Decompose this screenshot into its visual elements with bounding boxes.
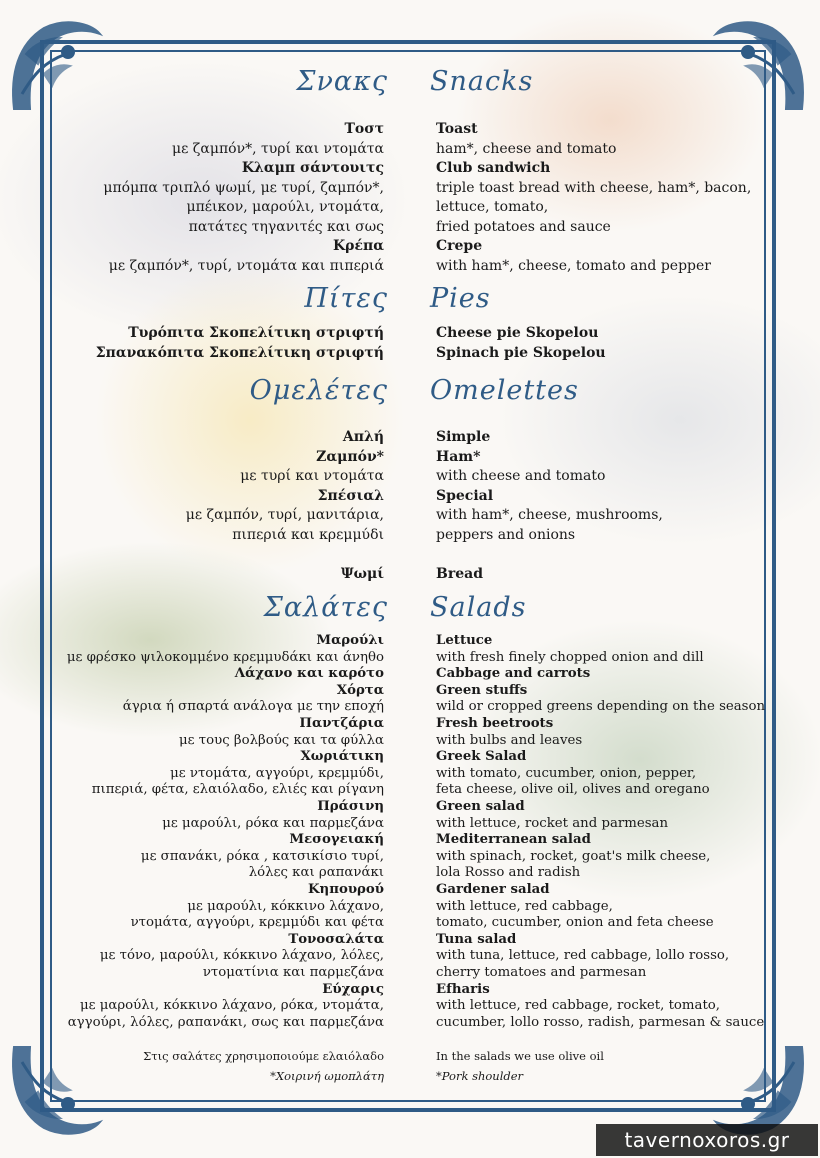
section-title-pies-en: Pies xyxy=(430,283,491,314)
menu-item-name: Simple xyxy=(436,429,491,445)
menu-item-description: ντομάτα, αγγούρι, κρεμμύδι και φέτα xyxy=(130,915,384,931)
menu-item-name: Mediterranean salad xyxy=(436,832,591,848)
olive-oil-note-en: In the salads we use olive oil xyxy=(436,1049,604,1063)
menu-item-description: cherry tomatoes and parmesan xyxy=(436,965,647,980)
menu-item-description: with lettuce, red cabbage, rocket, tomato, xyxy=(436,998,721,1014)
menu-item-description: με ζαμπόν*, τυρί και ντομάτα xyxy=(172,140,384,157)
menu-item-description: triple toast bread with cheese, ham*, bacon, xyxy=(436,179,752,196)
menu-item-description: ham*, cheese and tomato xyxy=(436,140,617,157)
menu-item-description: πατάτες τηγανιτές και σως xyxy=(188,218,384,235)
menu-item-name: Green stuffs xyxy=(436,682,528,698)
menu-item-description: αγγούρι, λόλες, ραπανάκι, σως και παρμεζάνα xyxy=(67,1014,384,1030)
menu-item-name: Μεσογειακή xyxy=(289,832,384,848)
menu-item-name: Special xyxy=(436,487,494,504)
menu-item-name: Κρέπα xyxy=(332,238,384,254)
menu-item-description: fried potatoes and sauce xyxy=(436,218,611,235)
menu-item-description: with tomato, cucumber, onion, pepper, xyxy=(436,765,697,781)
menu-item-description: με σπανάκι, ρόκα , κατσικίσιο τυρί, xyxy=(140,848,384,864)
menu-item-name: Κηπουρού xyxy=(308,882,384,897)
menu-item-name: Greek Salad xyxy=(436,749,527,765)
menu-item-description: with cheese and tomato xyxy=(436,468,606,484)
menu-item-name: Green salad xyxy=(436,799,525,814)
menu-item-description: lettuce, tomato, xyxy=(436,199,549,215)
menu-item-name: Μαρούλι xyxy=(316,633,384,648)
menu-item-description: με μαρούλι, ρόκα και παρμεζάνα xyxy=(162,815,384,831)
menu-item-description: με ντομάτα, αγγούρι, κρεμμύδι, xyxy=(170,765,384,781)
menu-item-description: lola Rosso and radish xyxy=(436,865,581,881)
corner-ornament-icon xyxy=(712,14,812,114)
section-title-omelettes-en: Omelettes xyxy=(430,375,579,406)
menu-item-description: με τόνο, μαρούλι, κόκκινο λάχανο, λόλες, xyxy=(99,948,384,964)
menu-item-name: Bread xyxy=(436,565,483,582)
menu-item-description: με φρέσκο ψιλοκομμένο κρεμμυδάκι και άνηθο xyxy=(66,649,384,665)
menu-item-description: άγρια ή σπαρτά ανάλογα με την εποχή xyxy=(122,699,384,715)
menu-item-name: Τοστ xyxy=(344,121,384,137)
menu-item-name: Cheese pie Skopelou xyxy=(436,325,599,341)
menu-item-description: με ζαμπόν, τυρί, μανιτάρια, xyxy=(185,507,384,523)
menu-item-name: Απλή xyxy=(342,429,384,445)
menu-item-description: με μαρούλι, κόκκινο λάχανο, xyxy=(187,898,384,914)
menu-item-description: with lettuce, red cabbage, xyxy=(436,898,613,914)
menu-item-name: Tuna salad xyxy=(436,931,517,947)
menu-item-name: Εύχαρις xyxy=(322,981,384,997)
menu-item-description: πιπεριά και κρεμμύδι xyxy=(232,526,384,543)
menu-item-name: Efharis xyxy=(436,981,490,997)
menu-item-description: ντοματίνια και παρμεζάνα xyxy=(202,965,384,980)
section-title-salads-en: Salads xyxy=(430,592,527,623)
menu-item-description: με τους βολβούς και τα φύλλα xyxy=(179,732,384,748)
menu-item-name: Fresh beetroots xyxy=(436,716,554,731)
watermark: tavernoxoros.gr xyxy=(596,1124,818,1156)
menu-item-description: with bulbs and leaves xyxy=(436,732,583,748)
menu-item-name: Gardener salad xyxy=(436,882,550,897)
corner-ornament-icon xyxy=(4,14,104,114)
menu-item-name: Crepe xyxy=(436,238,483,254)
menu-item-description: wild or cropped greens depending on the season xyxy=(436,699,766,715)
menu-item-description: με τυρί και ντομάτα xyxy=(240,468,384,484)
inner-frame xyxy=(50,50,766,1102)
menu-item-description: with fresh finely chopped onion and dill xyxy=(436,649,704,665)
menu-item-description: tomato, cucumber, onion and feta cheese xyxy=(436,915,714,931)
menu-item-name: Σπανακόπιτα Σκοπελίτικη στριφτή xyxy=(95,344,384,361)
menu-item-name: Ζαμπόν* xyxy=(316,448,384,465)
menu-item-description: peppers and onions xyxy=(436,526,576,543)
menu-item-name: Τυρόπιτα Σκοπελίτικη στριφτή xyxy=(128,325,384,341)
menu-item-description: με μαρούλι, κόκκινο λάχανο, ρόκα, ντομάτα, xyxy=(79,998,384,1014)
menu-item-description: with tuna, lettuce, red cabbage, lollo rosso, xyxy=(436,948,730,964)
menu-item-name: Cabbage and carrots xyxy=(436,666,591,682)
section-title-snacks-en: Snacks xyxy=(430,66,534,97)
menu-item-name: Λάχανο και καρότο xyxy=(234,666,384,682)
menu-item-name: Club sandwich xyxy=(436,160,551,176)
menu-item-name: Ψωμί xyxy=(340,565,384,582)
menu-item-description: μπόμπα τριπλό ψωμί, με τυρί, ζαμπόν*, xyxy=(103,179,384,196)
menu-item-description: λόλες και ραπανάκι xyxy=(248,865,384,881)
menu-item-name: Τονοσαλάτα xyxy=(288,931,384,947)
pork-note-gr: *Χοιρινή ωμοπλάτη xyxy=(270,1069,384,1083)
menu-item-name: Πράσινη xyxy=(317,799,384,814)
section-title-omelettes-gr: Ομελέτες xyxy=(249,375,388,406)
menu-item-description: feta cheese, olive oil, olives and oregano xyxy=(436,782,710,798)
menu-item-description: with ham*, cheese, mushrooms, xyxy=(436,507,663,523)
section-title-pies-gr: Πίτες xyxy=(304,283,388,314)
menu-item-name: Κλαμπ σάντουιτς xyxy=(241,160,384,176)
menu-item-description: with spinach, rocket, goat's milk cheese, xyxy=(436,848,711,864)
menu-item-description: πιπεριά, φέτα, ελαιόλαδο, ελιές και ρίγανη xyxy=(91,782,384,798)
corner-ornament-icon xyxy=(4,1042,104,1142)
menu-item-description: with lettuce, rocket and parmesan xyxy=(436,815,669,831)
pork-note-en: *Pork shoulder xyxy=(436,1069,524,1083)
menu-item-name: Παντζάρια xyxy=(299,716,384,731)
menu-item-name: Toast xyxy=(436,121,478,137)
section-title-salads-gr: Σαλάτες xyxy=(263,592,388,623)
menu-item-name: Spinach pie Skopelou xyxy=(436,344,606,361)
menu-item-name: Lettuce xyxy=(436,633,493,648)
menu-item-description: μπέικον, μαρούλι, ντομάτα, xyxy=(186,199,384,215)
menu-item-name: Χόρτα xyxy=(336,682,384,698)
menu-item-name: Σπέσιαλ xyxy=(317,487,384,504)
olive-oil-note-gr: Στις σαλάτες χρησιμοποιούμε ελαιόλαδο xyxy=(143,1049,384,1063)
menu-item-name: Ham* xyxy=(436,448,481,465)
section-title-snacks-gr: Σνακς xyxy=(296,66,388,97)
menu-item-name: Χωριάτικη xyxy=(300,749,384,765)
menu-item-description: με ζαμπόν*, τυρί, ντομάτα και πιπεριά xyxy=(108,257,384,274)
menu-item-description: with ham*, cheese, tomato and pepper xyxy=(436,257,711,274)
menu-item-description: cucumber, lollo rosso, radish, parmesan & sauce xyxy=(436,1014,765,1030)
